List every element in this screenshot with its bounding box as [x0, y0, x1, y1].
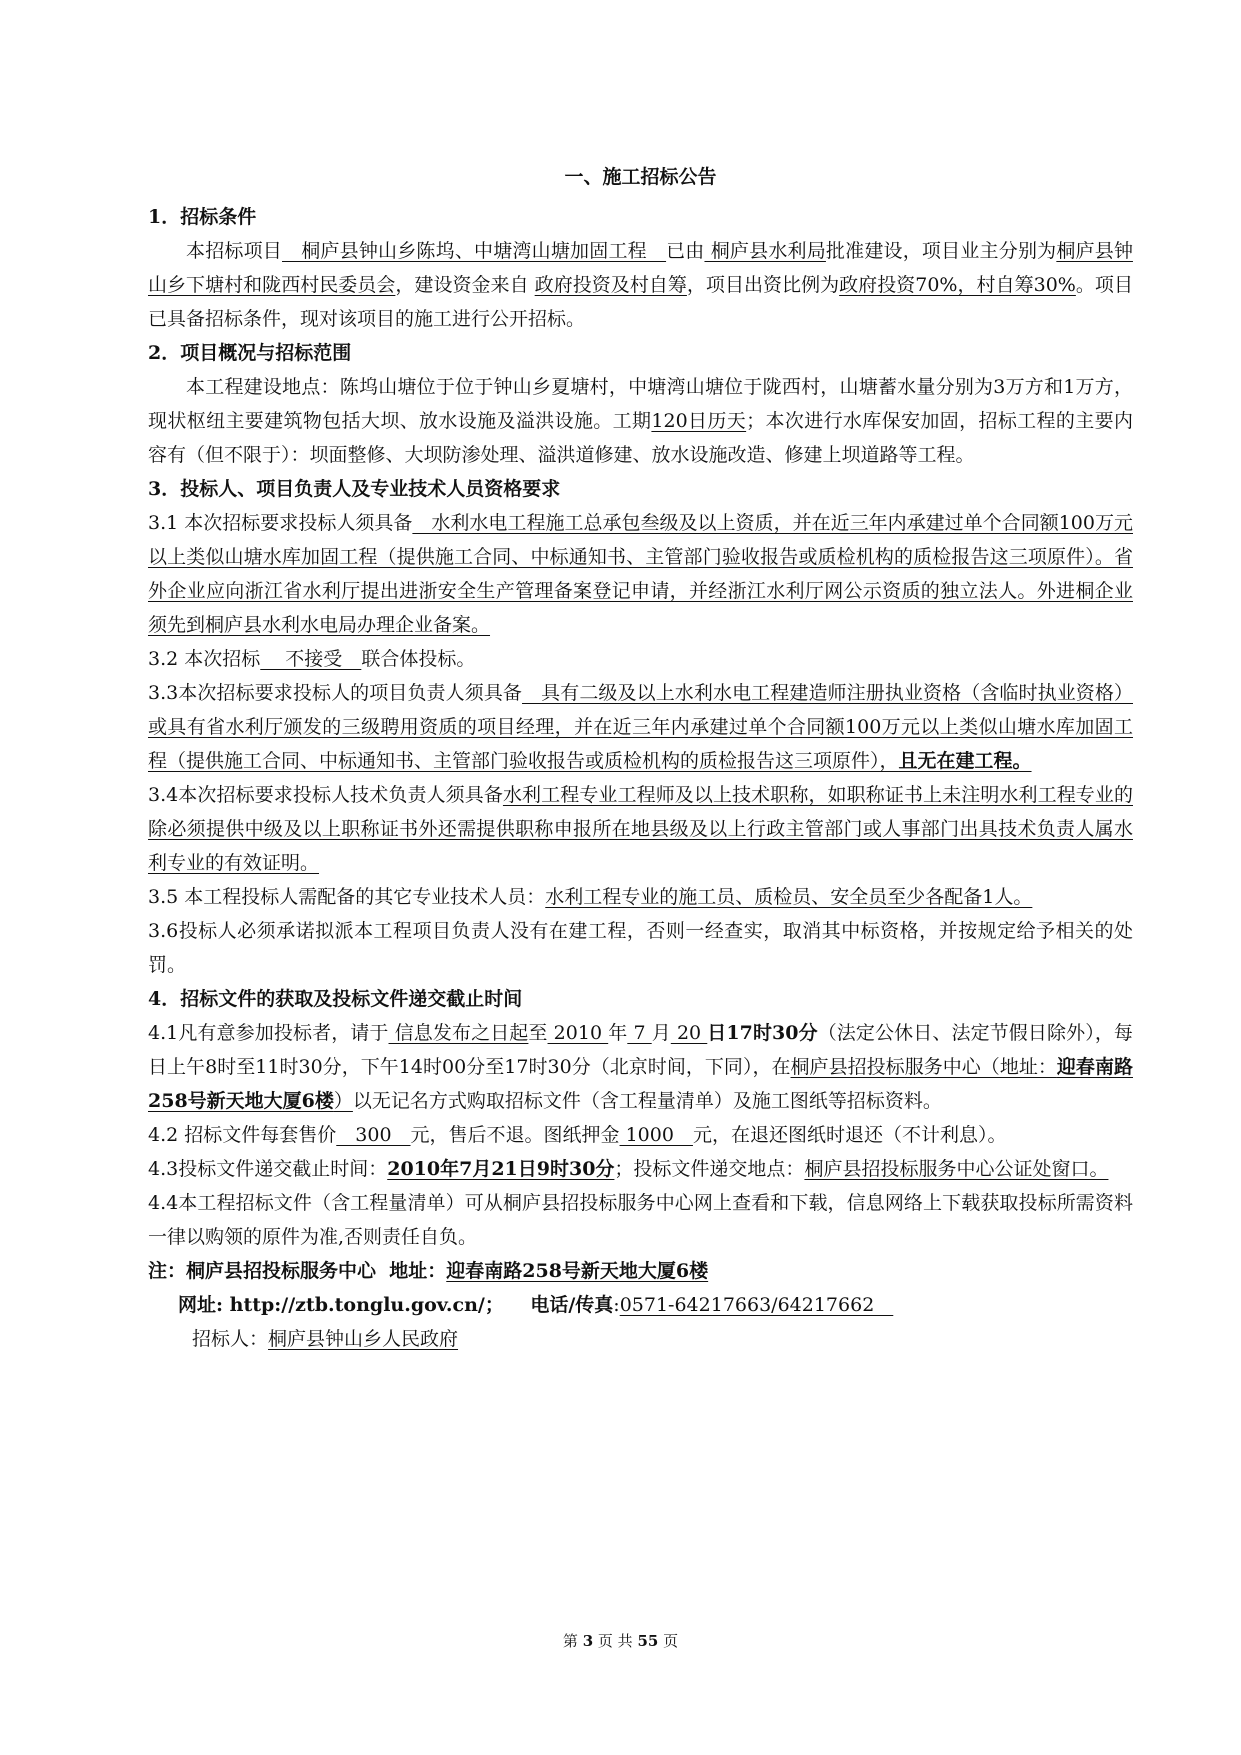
text: 3.4本次招标要求投标人技术负责人须具备 [148, 784, 503, 806]
section-4-heading: 4．招标文件的获取及投标文件递交截止时间 [148, 988, 523, 1010]
phone-label: 电话/传真 [503, 1294, 614, 1316]
text: 批准建设，项目业主分别为 [825, 240, 1057, 262]
consortium-status: 不接受 [260, 648, 362, 670]
submission-location: 桐庐县招投标服务中心公证处窗口。 [804, 1158, 1109, 1180]
text: 本工程建设地点：陈坞山塘位于位于钟山乡夏塘村，中塘湾山塘位于陇西村，山塘蓄水量分别为3万方和1万方，现状枢纽主要建筑物包括大坝、放水设施及溢洪设施。工期 [148, 376, 1133, 432]
phone-number: 0571-64217663/64217662 [619, 1294, 894, 1316]
clause-3-6: 3.6投标人必须承诺拟派本工程项目负责人没有在建工程，否则一经查实，取消其中标资格，并按规定给予相关的处罚。 [148, 920, 1133, 976]
page-number: 3 [582, 1632, 594, 1650]
text: : [613, 1294, 620, 1316]
construction-period: 120日历天 [651, 410, 747, 432]
clause-4-2 [148, 1118, 1133, 1152]
section-1-heading: 1．招标条件 [148, 206, 257, 228]
project-name: 桐庐县钟山乡陈坞、中塘湾山塘加固工程 [282, 240, 667, 262]
clause-3-3 [148, 676, 1133, 778]
text: 3.3本次招标要求投标人的项目负责人须具备 [148, 682, 523, 704]
contact-line [178, 1288, 1133, 1322]
tenderer-name: 桐庐县钟山乡人民政府 [268, 1328, 459, 1350]
text: ，项目出资比例为 [686, 274, 840, 296]
text: ，建设资金来自 [395, 274, 535, 296]
tenderer-line [192, 1322, 1133, 1356]
clause-4-1 [148, 1016, 1133, 1118]
text: 3.5 本工程投标人需配备的其它专业技术人员： [148, 886, 546, 908]
text: ；投标文件递交地点： [614, 1158, 805, 1180]
project-owner: 桐庐县钟山乡下塘村和陇西村民委员会 [148, 240, 1133, 296]
text: （法定公休日、法定节假日除外），每日上午8时至11时30分，下午14时00分至17时30分（北京时间，下同），在 [148, 1022, 1133, 1078]
clause-3-5 [148, 880, 1133, 914]
section-1-paragraph [148, 234, 1133, 336]
clause-4-3 [148, 1152, 1133, 1186]
end-month: 7 [627, 1022, 652, 1044]
text: 3.1 本次招标要求投标人须具备 [148, 512, 413, 534]
clause-3-4 [148, 778, 1133, 880]
text: 月 [651, 1022, 671, 1044]
clause-4-4: 4.4本工程招标文件（含工程量清单）可从桐庐县招投标服务中心网上查看和下载，信息网络上下载获取投标所需资料一律以购领的原件为准,否则责任自负。 [148, 1192, 1133, 1248]
text: ： [427, 1260, 447, 1282]
document-price: 300 [336, 1124, 411, 1146]
note-address: 迎春南路258号新天地大厦6楼 [446, 1260, 709, 1282]
clause-3-1 [148, 506, 1133, 642]
text: 至 [528, 1022, 548, 1044]
tenderer-label: 招标人： [192, 1328, 269, 1350]
text: 4.3投标文件递交截止时间： [148, 1158, 388, 1180]
note-label: 注：桐庐县招投标服务中心 地址 [148, 1260, 428, 1282]
funding-ratio: 政府投资70%，村自筹30% [839, 274, 1076, 296]
text: 第 [562, 1632, 583, 1650]
text: ；本次进行水库保安加固，招标工程的主要内容有（但不限于）：坝面整修、大坝防渗处理、溢洪道修建、放水设施改造、修建上坝道路等工程。 [148, 410, 1133, 466]
text: 3.2 本次招标 [148, 648, 261, 670]
text: 本招标项目 [186, 240, 283, 262]
section-2-paragraph [148, 370, 1133, 472]
text: 元，售后不退。图纸押金 [410, 1124, 620, 1146]
text: 元，在退还图纸时退还（不计利息）。 [692, 1124, 1007, 1146]
text: 以无记名方式购取招标文件（含工程量清单）及施工图纸等招标资料。 [352, 1090, 942, 1112]
funds-source: 政府投资及村自筹 [534, 274, 687, 296]
website-label: 网址: [178, 1294, 224, 1316]
submission-deadline: 2010年7月21日9时30分 [387, 1158, 615, 1180]
service-center-address: 迎春南路258号新天地大厦6楼 [148, 1056, 1133, 1112]
clause-3-2 [148, 642, 1133, 676]
section-3-heading: 3．投标人、项目负责人及专业技术人员资格要求 [148, 478, 561, 500]
total-pages: 55 [637, 1632, 659, 1650]
text: 已由 [666, 240, 705, 262]
website-url[interactable]: http://ztb.tonglu.gov.cn/； [223, 1294, 504, 1316]
end-year: 2010 [547, 1022, 609, 1044]
end-day: 20 [670, 1022, 708, 1044]
start-date: 信息发布之日起 [388, 1022, 529, 1044]
manager-requirement: 具有二级及以上水利水电工程建造师注册执业资格（含临时执业资格）或具有省水利厅颁发的三级聘用资质的项目经理，并在近三年内承建过单个合同额100万元以上类似山塘水库加固工程（提供施工合同、中标通知书、主管部门验收报告或质检机构的质检报告这三项原件）， [148, 682, 1133, 772]
text: ） [333, 1090, 353, 1112]
no-ongoing-projects: 且无在建工程。 [898, 750, 1032, 772]
text: 页 共 [593, 1632, 638, 1650]
text: 年 [608, 1022, 628, 1044]
service-center: 桐庐县招投标服务中心（地址： [790, 1056, 1057, 1078]
staff-requirement: 水利工程专业的施工员、质检员、安全员至少各配备1人。 [545, 886, 1033, 908]
text: 联合体投标。 [361, 648, 476, 670]
text: 4.2 招标文件每套售价 [148, 1124, 337, 1146]
technical-lead-requirement: 水利工程专业工程师及以上技术职称，如职称证书上未注明水利工程专业的除必须提供中级及以上职称证书外还需提供职称申报所在地县级及以上行政主管部门或人事部门出具技术负责人属水利专业的有效证明。 [148, 784, 1133, 874]
text: 页 [658, 1632, 679, 1650]
text: 。项目已具备招标条件，现对该项目的施工进行公开招标。 [148, 274, 1133, 330]
end-time: 日17时30分 [707, 1022, 818, 1044]
page-footer [0, 1630, 1241, 1651]
page-title: 一、施工招标公告 [564, 166, 717, 188]
note-line [148, 1254, 1133, 1288]
document-page [148, 150, 1133, 1356]
approver: 桐庐县水利局 [704, 240, 826, 262]
text: 4.1凡有意参加投标者，请于 [148, 1022, 389, 1044]
qualification-requirement: 水利水电工程施工总承包叁级及以上资质，并在近三年内承建过单个合同额100万元以上类似山塘水库加固工程（提供施工合同、中标通知书、主管部门验收报告或质检机构的质检报告这三项原件）。省外企业应向浙江省水利厅提出进浙安全生产管理备案登记申请，并经浙江水利厅网公示资质的独立法人。外进桐企业须先到桐庐县水利水电局办理企业备案。 [148, 512, 1133, 636]
drawing-deposit: 1000 [619, 1124, 693, 1146]
section-2-heading: 2．项目概况与招标范围 [148, 342, 352, 364]
